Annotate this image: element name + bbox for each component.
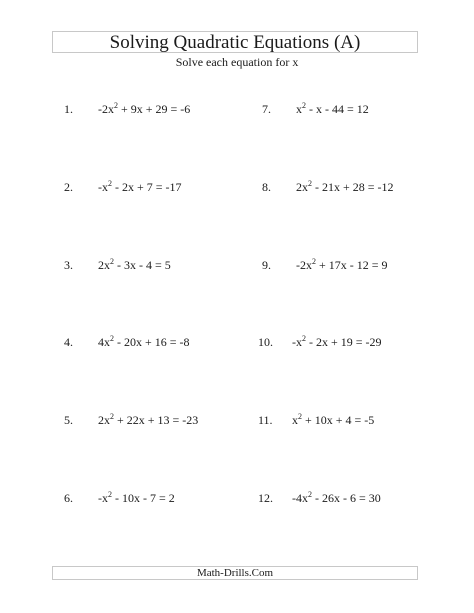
equation: $-x^2 - 2x + 19 = -29$ bbox=[292, 334, 382, 349]
problem-number: 1. bbox=[64, 102, 73, 116]
problem-number: 12. bbox=[258, 491, 273, 505]
footer-text: Math-Drills.Com bbox=[196, 567, 274, 579]
problem-11 bbox=[258, 413, 374, 426]
problem-1 bbox=[64, 102, 190, 115]
problem-number: 10. bbox=[258, 335, 273, 349]
problem-number: 9. bbox=[262, 258, 271, 272]
problem-7 bbox=[262, 102, 369, 115]
problem-5 bbox=[64, 413, 198, 426]
problem-number: 6. bbox=[64, 491, 73, 505]
equation: $-2x^2 + 9x + 29 = -6$ bbox=[98, 101, 191, 116]
problem-9 bbox=[262, 258, 388, 271]
problem-number: 3. bbox=[64, 258, 73, 272]
problem-number: 7. bbox=[262, 102, 271, 116]
title-box bbox=[52, 31, 418, 53]
equation: $4x^2 - 20x + 16 = -8$ bbox=[98, 334, 190, 349]
problem-number: 2. bbox=[64, 180, 73, 194]
equation: $2x^2 + 22x + 13 = -23$ bbox=[98, 412, 199, 427]
footer-box bbox=[52, 566, 418, 580]
problem-2 bbox=[64, 180, 182, 193]
problem-8 bbox=[262, 180, 394, 193]
equation: $-2x^2 + 17x - 12 = 9$ bbox=[296, 257, 388, 272]
problem-10 bbox=[258, 335, 382, 348]
equation: $x^2 + 10x + 4 = -5$ bbox=[292, 412, 375, 427]
problem-3 bbox=[64, 258, 171, 271]
page-title: Solving Quadratic Equations (A) bbox=[109, 31, 361, 53]
problem-12 bbox=[258, 491, 381, 504]
equation: $x^2 - x - 44 = 12$ bbox=[296, 101, 369, 116]
problem-number: 4. bbox=[64, 335, 73, 349]
equation: $2x^2 - 3x - 4 = 5$ bbox=[98, 257, 171, 272]
equation: $-x^2 - 2x + 7 = -17$ bbox=[98, 179, 182, 194]
equation: $-x^2 - 10x - 7 = 2$ bbox=[98, 490, 175, 505]
equation: $-4x^2 - 26x - 6 = 30$ bbox=[292, 490, 381, 505]
problem-number: 11. bbox=[258, 413, 273, 427]
problem-number: 8. bbox=[262, 180, 271, 194]
problem-4 bbox=[64, 335, 190, 348]
equation: $2x^2 - 21x + 28 = -12$ bbox=[296, 179, 394, 194]
problem-number: 5. bbox=[64, 413, 73, 427]
problem-6 bbox=[64, 491, 175, 504]
instructions: Solve each equation for x bbox=[175, 55, 299, 69]
